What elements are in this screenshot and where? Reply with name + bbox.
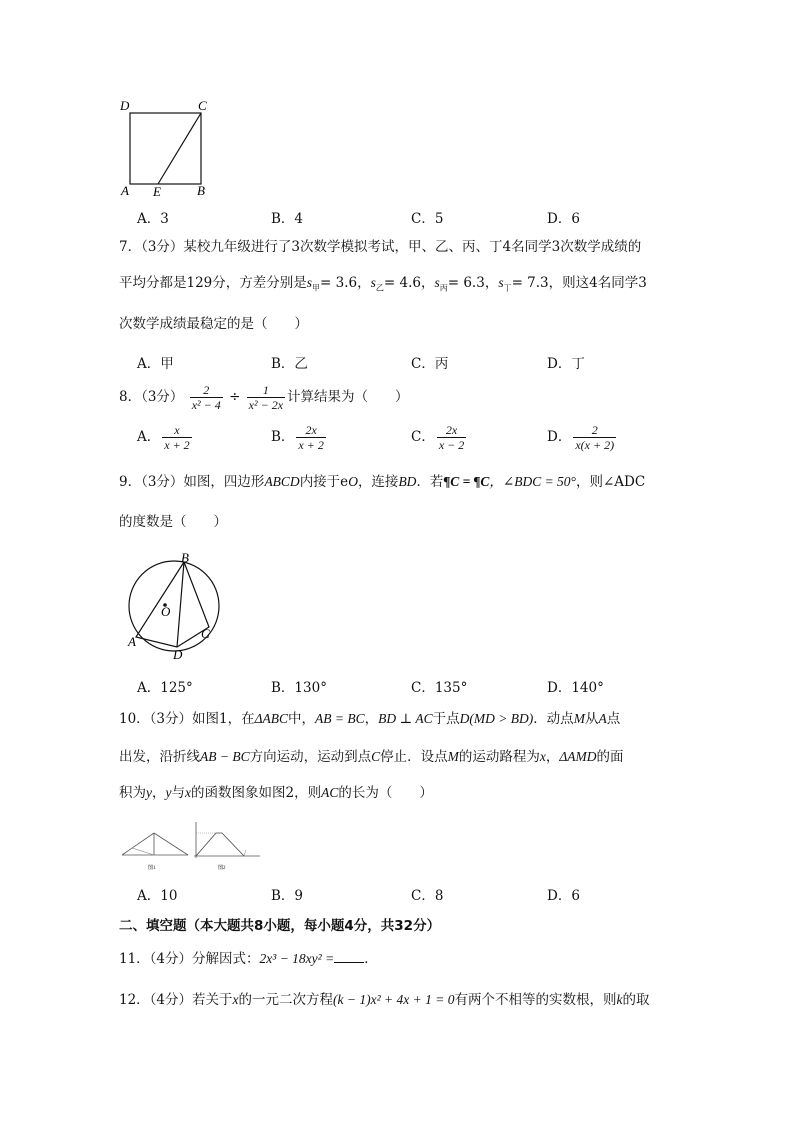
- q10-option-b[interactable]: B．9: [271, 888, 304, 904]
- figure-2-graph: [194, 822, 260, 858]
- q11-line: 11．（4分）分解因式：2x³ − 18xy² = ．: [119, 951, 378, 967]
- q7-sub-ding: 丁: [503, 283, 512, 293]
- figure-2-caption: 图2: [218, 866, 226, 871]
- diagonal-bd: [177, 562, 184, 647]
- q6-option-a[interactable]: A．3: [137, 211, 169, 227]
- q7-sub-jia: 甲: [312, 283, 321, 293]
- label-b: B: [197, 183, 205, 198]
- q7-s-ding: = 7.3: [511, 275, 549, 291]
- q10-option-c[interactable]: C．8: [411, 888, 444, 904]
- q7-line2: 平均分都是129分，方差分别是$s_甲= 3.6$，$s_乙= 4.6$，$s_丙= 6.3$，$s_丁= 7.3$，则这4名同学3: [119, 275, 647, 293]
- label-a: A: [121, 183, 129, 198]
- q7-line3: 次数学成绩最稳定的是（ ）: [119, 316, 308, 332]
- q8-fraction-1: $\frac{2}{\text{x² − 4}}$: [191, 383, 221, 412]
- q9-option-d[interactable]: D．140°: [547, 680, 604, 696]
- q10-line1: 10．（3分）如图1，在ΔABC中，AB = BC，BD ⊥ AC于点D(MD > BD)．动点M从A点: [119, 711, 621, 727]
- label-e: E: [153, 184, 161, 199]
- q7-sub-bing: 丙: [439, 283, 448, 293]
- q8-operator: ÷: [229, 389, 241, 405]
- q7-s-bing: = 6.3: [447, 275, 485, 291]
- q7-line2-b: ，则这4名同学3: [548, 275, 647, 291]
- label-o: O: [161, 604, 171, 619]
- q8-suffix: 计算结果为（ ）: [287, 389, 409, 405]
- q9-option-b[interactable]: B．130°: [271, 680, 327, 696]
- q8-option-b[interactable]: B． $\frac{2x}{x + 2}$: [271, 423, 324, 452]
- label-c: C: [201, 626, 210, 641]
- section-2-title: 二、填空题（本大题共8小题，每小题4分，共32分）: [119, 918, 441, 934]
- q7-line1: 7．（3分）某校九年级进行了3次数学模拟考试，甲、乙、丙、丁4名同学3次数学成绩的: [119, 239, 642, 255]
- q10-option-a[interactable]: A．10: [137, 888, 178, 904]
- q7-option-a[interactable]: A．甲: [137, 356, 174, 372]
- figure-1-triangle: [122, 833, 188, 855]
- q8-option-d[interactable]: D． $\frac{2}{x(x + 2)}$: [547, 423, 615, 452]
- q8-option-c[interactable]: C． $\frac{2x}{x - 2}$: [411, 423, 465, 452]
- q9-line2: 的度数是（ ）: [119, 514, 227, 530]
- q8-fraction-2: $\frac{1}{\text{x² − 2x}}$: [248, 383, 284, 412]
- q8-stem: [119, 381, 409, 413]
- quadrilateral-abcd: [136, 562, 209, 647]
- q6-option-c[interactable]: C．5: [411, 211, 444, 227]
- q12-line: 12．（4分）若关于x的一元二次方程(k − 1)x² + 4x + 1 = 0有两个不相等的实数根，则k的取: [119, 992, 650, 1008]
- q10-option-d[interactable]: D．6: [547, 888, 580, 904]
- circle-figure: [118, 549, 228, 665]
- q7-line2-a: 平均分都是129分，方差分别是: [119, 275, 307, 291]
- q7-option-d[interactable]: D．丁: [547, 356, 585, 372]
- figure-1-caption: 图1: [148, 866, 156, 871]
- q8-prefix: 8．（3分）: [119, 389, 184, 405]
- label-d: D: [120, 98, 130, 113]
- label-c: C: [198, 98, 207, 113]
- q6-option-b[interactable]: B．4: [271, 211, 304, 227]
- q10-line2: 出发，沿折线AB − BC方向运动，运动到点C停止．设点M的运动路程为x，ΔAMD的面: [119, 749, 624, 765]
- label-d: D: [173, 647, 183, 662]
- q7-s-yi: = 4.6: [383, 275, 421, 291]
- q7-sub-yi: 乙: [375, 283, 384, 293]
- square-figure: [118, 96, 218, 200]
- q7-s-jia: = 3.6: [320, 275, 358, 291]
- segment-ce: [158, 113, 201, 184]
- q6-option-d[interactable]: D．6: [547, 211, 580, 227]
- q9-line1: 9．（3分）如图，四边形ABCD内接于eO，连接BD．若¶C = ¶C，∠BDC = 50°，则∠ADC: [119, 474, 646, 490]
- answer-blank[interactable]: [334, 950, 364, 963]
- square-outline: [130, 113, 201, 184]
- q9-option-a[interactable]: A．125°: [137, 680, 193, 696]
- label-b: B: [181, 550, 189, 565]
- q10-line3: 积为y，y与x的函数图象如图2，则AC的长为（ ）: [119, 785, 433, 801]
- q10-figures: [118, 818, 263, 872]
- q8-option-a[interactable]: A． $\frac{x}{x + 2}$: [137, 423, 190, 452]
- q9-option-c[interactable]: C．135°: [411, 680, 468, 696]
- q7-option-b[interactable]: B．乙: [271, 356, 308, 372]
- q7-option-c[interactable]: C．丙: [411, 356, 449, 372]
- label-a: A: [128, 634, 136, 649]
